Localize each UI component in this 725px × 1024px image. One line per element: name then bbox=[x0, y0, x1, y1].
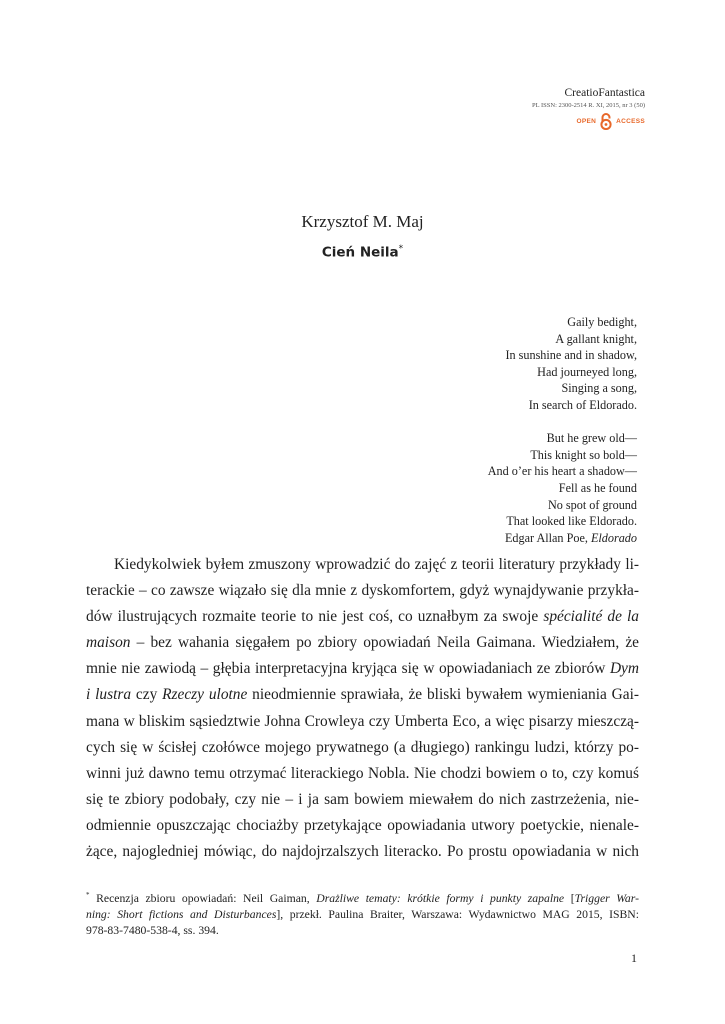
body-line bbox=[86, 682, 639, 708]
poem-line: A gallant knight, bbox=[555, 331, 637, 346]
body-line: odmiennie opuszczając chociażby przetykające opowiadania utwory poetyckie, nienale- bbox=[86, 816, 639, 834]
body-line: terackie – co zawsze wiązało się dla mnie z dyskomfortem, gdyż wynajdywanie przykła- bbox=[86, 582, 639, 600]
epigraph-poem bbox=[488, 314, 637, 546]
body-text-run: czy bbox=[131, 686, 163, 704]
title-text: Cień Neila bbox=[321, 244, 399, 261]
body-text-run: dów ilustrujących rozmaite teorie to nie jest coś, co uznałbym za swoje bbox=[86, 608, 544, 626]
open-access-left: OPEN bbox=[576, 118, 597, 125]
article-title bbox=[0, 244, 725, 261]
body-italic-run: Dym bbox=[609, 660, 639, 678]
body-line: cych się w ścisłej czołówce mojego prywatnego (a długiego) rankingu ludzi, którzy po- bbox=[86, 738, 639, 756]
poem-stanza-2 bbox=[488, 430, 637, 530]
poem-line: Fell as he found bbox=[558, 480, 637, 495]
author-name: Krzysztof M. Maj bbox=[301, 212, 424, 231]
footnote-line: 978-83-7480-538-4, ss. 394. bbox=[86, 924, 219, 938]
body-italic-run: maison bbox=[86, 634, 131, 652]
footnote-line bbox=[86, 907, 639, 923]
body-line bbox=[86, 630, 639, 656]
journal-header bbox=[532, 86, 645, 130]
body-line: Kiedykolwiek byłem zmuszony wprowadzić do zajęć z teorii literatury przykłady li- bbox=[114, 556, 639, 573]
attribution-author: Edgar Allan Poe, bbox=[504, 530, 591, 545]
body-italic-run: Rzeczy ulotne bbox=[162, 686, 248, 704]
body-line bbox=[86, 656, 639, 682]
footnote-italic-run: ning: Short fictions and Disturbances bbox=[86, 908, 277, 922]
footnote-line bbox=[86, 887, 639, 907]
journal-issn: PL ISSN: 2300-2514 R. XI, 2015, nr 3 (50) bbox=[532, 102, 645, 109]
poem-line: Had journeyed long, bbox=[537, 364, 637, 379]
attribution-work: Eldorado bbox=[590, 530, 637, 545]
body-text-run: nieodmiennie sprawiała, że bliski bywałem wymieniania Gai- bbox=[247, 686, 639, 704]
body-italic-run: i lustra bbox=[86, 686, 132, 704]
footnote-mark: * bbox=[86, 891, 90, 899]
body-line: się te zbiory podobały, czy nie – i ja sam bowiem miewałem do nich zastrzeżenia, nie- bbox=[86, 790, 639, 808]
poem-line: This knight so bold— bbox=[530, 447, 637, 462]
footnote-italic-run: Drażliwe tematy: krótkie formy i punkty zapalne bbox=[316, 891, 565, 905]
poem-attribution bbox=[488, 530, 637, 547]
poem-line: In sunshine and in shadow, bbox=[505, 348, 637, 363]
poem-line: But he grew old— bbox=[546, 431, 637, 446]
open-access-right: ACCESS bbox=[616, 118, 645, 125]
page-number: 1 bbox=[631, 951, 637, 965]
poem-stanza-1 bbox=[488, 314, 637, 414]
body-line: żące, najogledniej mówiąc, do najdojrzalszych literacko. Po prostu opowiadania w nich bbox=[86, 843, 639, 861]
footnote-text-run: [ bbox=[564, 891, 575, 905]
footnote-text-run: ], przekł. Paulina Braiter, Warszawa: Wydawnictwo MAG 2015, ISBN: bbox=[276, 908, 639, 922]
poem-line: And o’er his heart a shadow— bbox=[487, 464, 637, 479]
poem-line: Gaily bedight, bbox=[567, 315, 637, 329]
body-paragraph bbox=[86, 552, 639, 865]
body-line: winni już dawno temu otrzymać literackiego Nobla. Nie chodzi bowiem o to, czy komuś bbox=[86, 764, 639, 782]
poem-line: In search of Eldorado. bbox=[528, 397, 637, 412]
footnote-text-run: Recenzja zbioru opowiadań: Neil Gaiman, bbox=[89, 891, 317, 905]
poem-line: Singing a song, bbox=[561, 381, 637, 396]
poem-line: No spot of ground bbox=[547, 497, 637, 512]
open-lock-icon bbox=[599, 113, 613, 130]
body-line bbox=[86, 604, 639, 630]
body-italic-run: spécialité de la bbox=[543, 608, 639, 626]
body-line: mana w bliskim sąsiedztwie Johna Crowleya czy Umberta Eco, a więc pisarzy mieszczą- bbox=[86, 712, 639, 730]
body-text-run: – bez wahania sięgałem po zbiory opowiadań Neila Gaimana. Wiedziałem, że bbox=[130, 634, 639, 652]
journal-name: CreatioFantastica bbox=[564, 87, 645, 99]
title-footnote-mark: * bbox=[398, 244, 404, 254]
open-access-logo bbox=[532, 113, 645, 130]
footnote bbox=[86, 887, 639, 940]
footnote-italic-run: Trigger War- bbox=[574, 891, 639, 905]
body-text-run: mnie nie zawiodą – głębia interpretacyjna kryjąca się w opowiadaniach ze zbiorów bbox=[86, 660, 610, 678]
poem-line: That looked like Eldorado. bbox=[506, 514, 637, 529]
